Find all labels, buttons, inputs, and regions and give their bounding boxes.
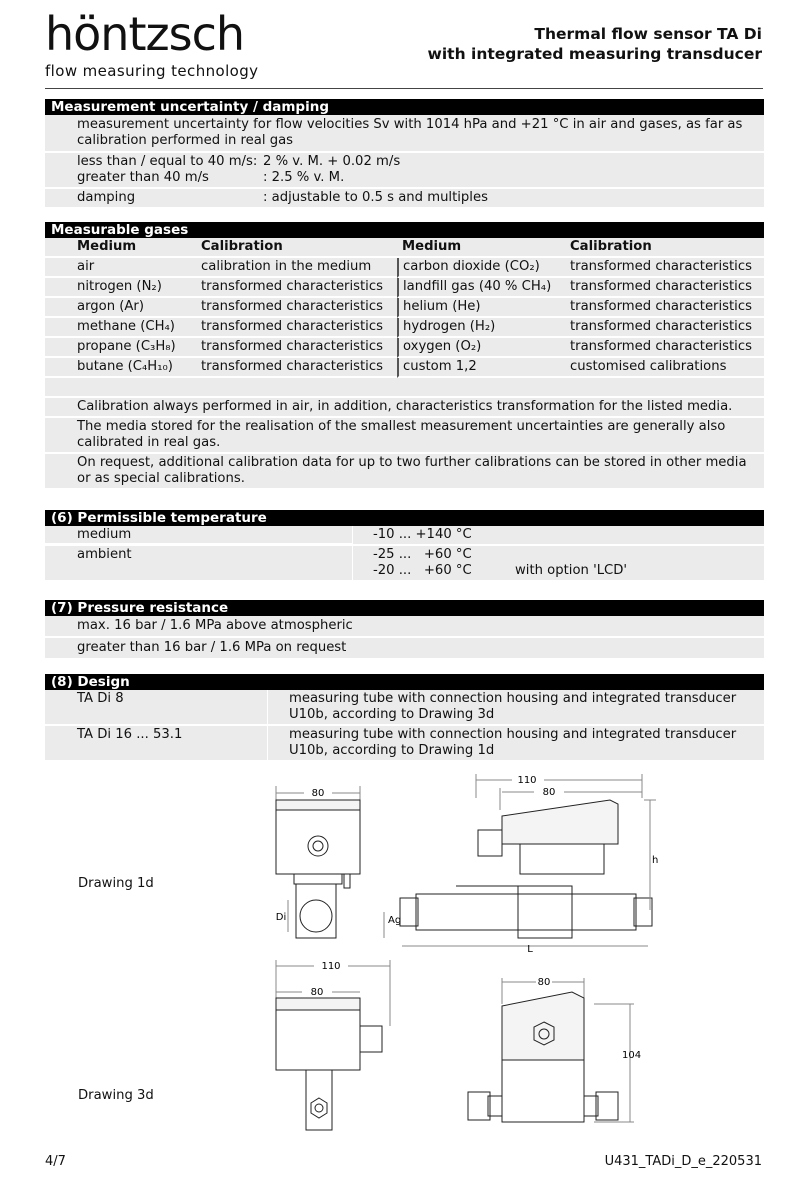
table-cell: transformed characteristics [196,298,397,318]
title-line-2: with integrated measuring transducer [427,45,762,63]
drawing-3d-side-view [268,956,398,1134]
page-number: 4/7 [45,1154,66,1169]
gases-note: Calibration always performed in air, in addition, characteristics transformation for the listed media. [45,398,764,418]
table-cell: transformed characteristics [196,358,397,378]
damping-row [45,189,764,209]
row-label: damping [77,190,136,205]
table-cell: transformed characteristics [565,298,764,318]
ambient-values [352,546,764,582]
row-value: : 2.5 % v. M. [263,170,345,185]
logo-tagline: flow measuring technology [45,62,259,80]
table-cell: transformed characteristics [565,338,764,358]
column-header: Medium [397,238,565,258]
design-section [45,674,764,762]
pressure-row: greater than 16 bar / 1.6 MPa on request [45,638,764,660]
temperature-table [45,526,764,582]
column-header: Calibration [565,238,764,258]
dim-80: 80 [537,977,551,988]
ambient-lcd-row [373,563,764,579]
dim-l: L [527,944,533,955]
dim-80: 80 [310,987,324,998]
column-header: Medium [45,238,196,258]
pressure-row: max. 16 bar / 1.6 MPa above atmospheric [45,616,764,638]
gases-section [45,222,764,490]
table-cell: transformed characteristics [565,278,764,298]
table-cell: butane (C₄H₁₀) [45,358,196,378]
row-value: 2 % v. M. + 0.02 m/s [263,154,401,169]
dim-104: 104 [622,1050,642,1061]
gases-note: On request, additional calibration data for up to two further calibrations can be stored in other media or as special calibrations. [45,454,764,490]
row-label: less than / equal to 40 m/s: [77,154,258,169]
ambient-note: with option 'LCD' [515,563,628,578]
dim-110: 110 [517,775,537,786]
spacer-row [45,378,764,398]
document-id: U431_TADi_D_e_220531 [604,1154,762,1169]
dim-80: 80 [542,787,556,798]
table-cell: nitrogen (N₂) [45,278,196,298]
table-cell: ambient [45,546,352,582]
table-cell: transformed characteristics [196,338,397,358]
drawing-1d-side-view [268,782,368,944]
dim-ag: Ag [388,915,402,926]
column-header: Calibration [196,238,397,258]
table-cell: calibration in the medium [196,258,397,278]
temperature-section [45,510,764,582]
table-cell: customised calibrations [565,358,764,378]
table-cell: custom 1,2 [397,358,565,378]
uncertainty-section [45,99,764,209]
table-cell: medium [45,526,352,545]
gases-note: The media stored for the realisation of the smallest measurement uncertainties are generally also calibrated in real gas. [45,418,764,454]
table-cell: carbon dioxide (CO₂) [397,258,565,278]
row-label: greater than 40 m/s [77,170,209,185]
table-cell: methane (CH₄) [45,318,196,338]
ambient-value: -20 ... +60 °C [373,563,472,578]
pressure-section [45,600,764,660]
ambient-value: -25 ... +60 °C [373,547,472,562]
table-cell: transformed characteristics [565,318,764,338]
drawing-1d-front-view [380,770,670,960]
table-cell: propane (C₃H₈) [45,338,196,358]
table-cell: oxygen (O₂) [397,338,565,358]
gases-table [45,238,764,378]
section-heading: (7) Pressure resistance [45,600,764,616]
drawing-1d-label: Drawing 1d [78,876,154,891]
uncertainty-velocity-rows [45,153,764,189]
table-cell: hydrogen (H₂) [397,318,565,338]
row-value: : adjustable to 0.5 s and multiples [263,190,488,205]
uncertainty-row [77,154,764,170]
table-cell: measuring tube with connection housing and integrated transducer U10b, according to Drawing 1d [267,726,764,762]
header-divider [45,88,763,89]
table-cell: TA Di 16 ... 53.1 [45,726,267,762]
section-heading: (6) Permissible temperature [45,510,764,526]
table-cell: TA Di 8 [45,690,267,726]
table-cell: transformed characteristics [565,258,764,278]
table-cell: argon (Ar) [45,298,196,318]
drawing-3d-label: Drawing 3d [78,1088,154,1103]
logo-wordmark: höntzsch [45,7,245,61]
drawing-3d-front-view [462,974,662,1134]
table-cell: air [45,258,196,278]
dim-110: 110 [321,961,341,972]
title-line-1: Thermal flow sensor TA Di [534,25,762,43]
dim-h: h [652,855,659,866]
design-table [45,690,764,762]
dim-80: 80 [311,788,325,799]
section-heading: Measurable gases [45,222,764,238]
table-cell: -10 ... +140 °C [352,526,764,546]
section-heading: (8) Design [45,674,764,690]
table-cell: landfill gas (40 % CH₄) [397,278,565,298]
uncertainty-intro: measurement uncertainty for flow velocities Sv with 1014 hPa and +21 °C in air and gases, as far as calibration performed in real gas [45,115,764,153]
table-cell: transformed characteristics [196,278,397,298]
table-cell: measuring tube with connection housing and integrated transducer U10b, according to Drawing 3d [267,690,764,726]
uncertainty-row [77,170,764,186]
table-cell: transformed characteristics [196,318,397,338]
table-cell: helium (He) [397,298,565,318]
company-logo [45,8,258,80]
section-heading: Measurement uncertainty / damping [45,99,764,115]
dim-di: Di [275,912,287,923]
document-title [428,24,762,64]
